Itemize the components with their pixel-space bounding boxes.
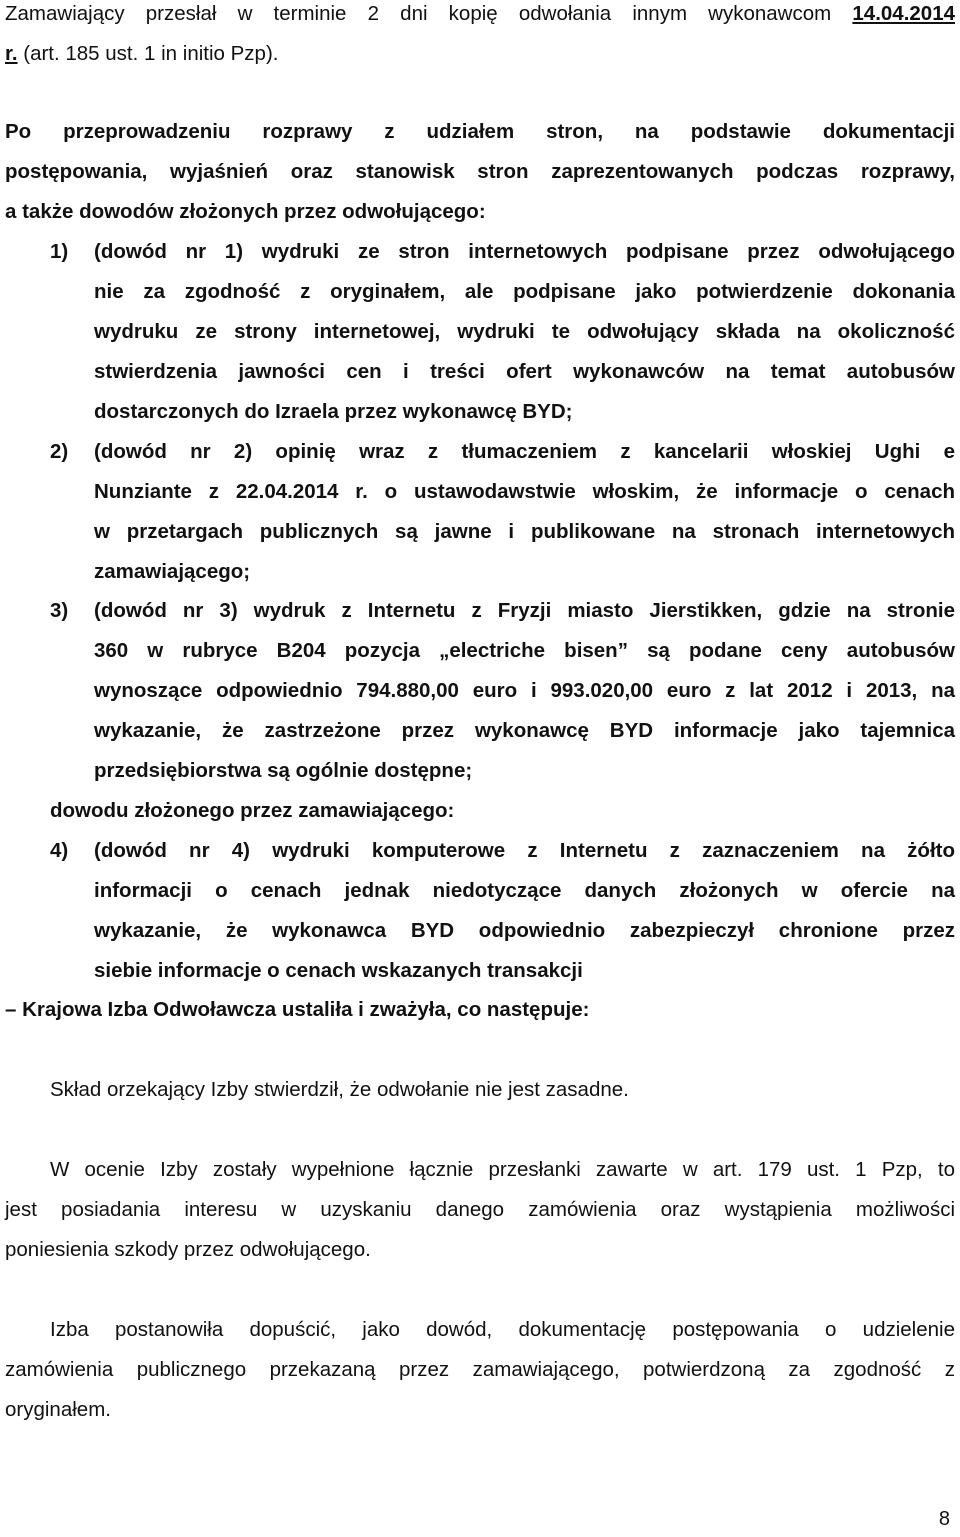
intro-text: Zamawiający przesłał w terminie 2 dni kopię odwołania innym wykonawcom xyxy=(5,2,832,25)
evidence-item-3 xyxy=(50,591,955,791)
item-body xyxy=(94,232,955,432)
evidence-intro-line-3: a także dowodów złożonych przez odwołującego: xyxy=(5,200,486,223)
item-number: 2) xyxy=(50,440,69,463)
admission-line-1: Izba postanowiła dopuścić, jako dowód, dokumentację postępowania o udzielenie xyxy=(50,1318,955,1341)
item-line: wykazanie, że zastrzeżone przez wykonawcę BYD informacje jako tajemnica xyxy=(94,719,955,742)
intro-date-end: r. xyxy=(5,42,18,65)
item-line: przedsiębiorstwa są ogólnie dostępne; xyxy=(94,759,473,782)
panel-statement: Skład orzekający Izby stwierdził, że odwołanie nie jest zasadne. xyxy=(50,1078,629,1101)
intro-citation: (art. 185 ust. 1 in initio Pzp). xyxy=(17,42,279,65)
item-line: (dowód nr 1) wydruki ze stron internetowych podpisane przez odwołującego xyxy=(94,240,955,263)
item-number: 1) xyxy=(50,240,69,263)
item-line: (dowód nr 4) wydruki komputerowe z Internetu z zaznaczeniem na żółto xyxy=(94,839,955,862)
item-line: wynoszące odpowiednio 794.880,00 euro i 993.020,00 euro z lat 2012 i 2013, na xyxy=(94,679,955,702)
kio-heading: – Krajowa Izba Odwoławcza ustaliła i zważyła, co następuje: xyxy=(5,998,590,1021)
item-line: zamawiającego; xyxy=(94,560,251,583)
item-line: w przetargach publicznych są jawne i publikowane na stronach internetowych xyxy=(94,520,955,543)
item-line: nie za zgodność z oryginałem, ale podpisane jako potwierdzenie dokonania xyxy=(94,280,955,303)
item-body xyxy=(94,831,955,991)
item-line: Nunziante z 22.04.2014 r. o ustawodawstwie włoskim, że informacje o cenach xyxy=(94,480,955,503)
premises-line-1: W ocenie Izby zostały wypełnione łącznie przesłanki zawarte w art. 179 ust. 1 Pzp, to xyxy=(50,1158,955,1181)
item-body xyxy=(94,432,955,592)
evidence-item-2 xyxy=(50,432,955,592)
item-line: dostarczonych do Izraela przez wykonawcę BYD; xyxy=(94,400,573,423)
evidence-item-1 xyxy=(50,232,955,432)
intro-date: 14.04.2014 xyxy=(852,2,955,25)
admission-line-2: zamówienia publicznego przekazaną przez zamawiającego, potwierdzoną za zgodność z xyxy=(5,1358,955,1381)
admission-line-3: oryginałem. xyxy=(5,1398,111,1421)
intro-line-1 xyxy=(5,0,955,34)
item-line: (dowód nr 2) opinię wraz z tłumaczeniem z kancelarii włoskiej Ughi e xyxy=(94,440,955,463)
premises-line-3: poniesienia szkody przez odwołującego. xyxy=(5,1238,371,1261)
page-number: 8 xyxy=(938,1508,950,1530)
evidence-item-4 xyxy=(50,831,955,991)
item-line: informacji o cenach jednak niedotyczące danych złożonych w ofercie na xyxy=(94,879,955,902)
item-line: wydruku ze strony internetowej, wydruki te odwołujący składa na okoliczność xyxy=(94,320,955,343)
intro-line-2 xyxy=(5,34,278,74)
item-line: stwierdzenia jawności cen i treści ofert wykonawców na temat autobusów xyxy=(94,360,955,383)
item-body xyxy=(94,591,955,791)
evidence-by-contracting-heading: dowodu złożonego przez zamawiającego: xyxy=(50,799,455,822)
premises-line-2: jest posiadania interesu w uzyskaniu danego zamówienia oraz wystąpienia możliwości xyxy=(5,1198,955,1221)
item-line: wykazanie, że wykonawca BYD odpowiednio zabezpieczył chronione przez xyxy=(94,919,955,942)
item-line: (dowód nr 3) wydruk z Internetu z Fryzji miasto Jierstikken, gdzie na stronie xyxy=(94,599,955,622)
item-number: 3) xyxy=(50,599,69,622)
evidence-intro-line-2: postępowania, wyjaśnień oraz stanowisk stron zaprezentowanych podczas rozprawy, xyxy=(5,160,955,183)
evidence-intro-line-1: Po przeprowadzeniu rozprawy z udziałem stron, na podstawie dokumentacji xyxy=(5,120,955,143)
item-number: 4) xyxy=(50,839,69,862)
item-line: 360 w rubryce B204 pozycja „electriche bisen” są podane ceny autobusów xyxy=(94,639,955,662)
item-line: siebie informacje o cenach wskazanych transakcji xyxy=(94,959,583,982)
